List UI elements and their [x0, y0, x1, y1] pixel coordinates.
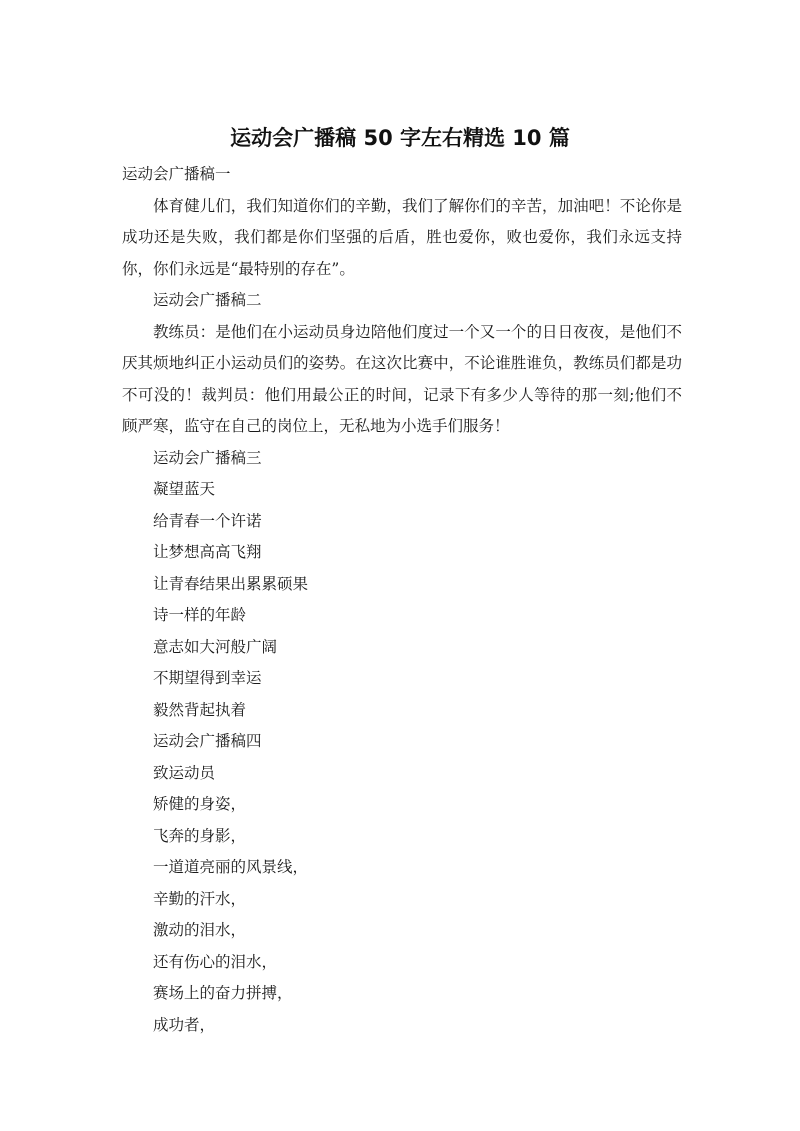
poem-line: 赛场上的奋力拼搏， [153, 984, 293, 1002]
poem-line: 让青春结果出累累硕果 [153, 574, 309, 593]
poem-line: 不期望得到幸运 [153, 669, 262, 687]
document-body [122, 159, 682, 1041]
poem-line: 矫健的身姿， [153, 795, 247, 813]
poem-line: 辛勤的汗水， [153, 889, 247, 908]
poem-line: 凝望蓝天 [153, 480, 216, 498]
poem-line: 激动的泪水， [153, 921, 247, 939]
section-2-heading: 运动会广播稿二 [153, 291, 262, 309]
poem-line: 成功者， [153, 1015, 216, 1034]
section-1-heading: 运动会广播稿一 [122, 165, 231, 183]
poem-line: 一道道亮丽的风景线， [153, 858, 309, 876]
poem-line: 飞奔的身影， [153, 826, 247, 845]
section-3-heading: 运动会广播稿三 [153, 448, 262, 467]
poem-line: 诗一样的年龄 [153, 606, 247, 624]
section-2-paragraph: 教练员：是他们在小运动员身边陪他们度过一个又一个的日日夜夜，是他们不厌其烦地纠正小运动员们的姿势。在这次比赛中，不论谁胜谁负，教练员们都是功不可没的！裁判员：他们用最公正的时间，记录下有多少人等待的那一刻;他们不顾严寒，监守在自己的岗位上，无私地为小选手们服务！ [122, 322, 682, 435]
poem-line: 致运动员 [153, 763, 216, 782]
poem-line: 还有伤心的泪水， [153, 952, 278, 971]
section-1-paragraph: 体育健儿们，我们知道你们的辛勤，我们了解你们的辛苦，加油吧！不论你是成功还是失败，我们都是你们坚强的后盾，胜也爱你，败也爱你，我们永远支持你，你们永远是“最特别的存在”。 [122, 196, 682, 278]
poem-line: 给青春一个许诺 [153, 511, 262, 530]
document-title: 运动会广播稿 50 字左右精选 10 篇 [230, 126, 570, 150]
poem-line: 让梦想高高飞翔 [153, 543, 262, 561]
poem-line: 意志如大河般广阔 [153, 637, 278, 656]
poem-line: 毅然背起执着 [153, 700, 247, 719]
section-4-heading: 运动会广播稿四 [153, 732, 262, 750]
